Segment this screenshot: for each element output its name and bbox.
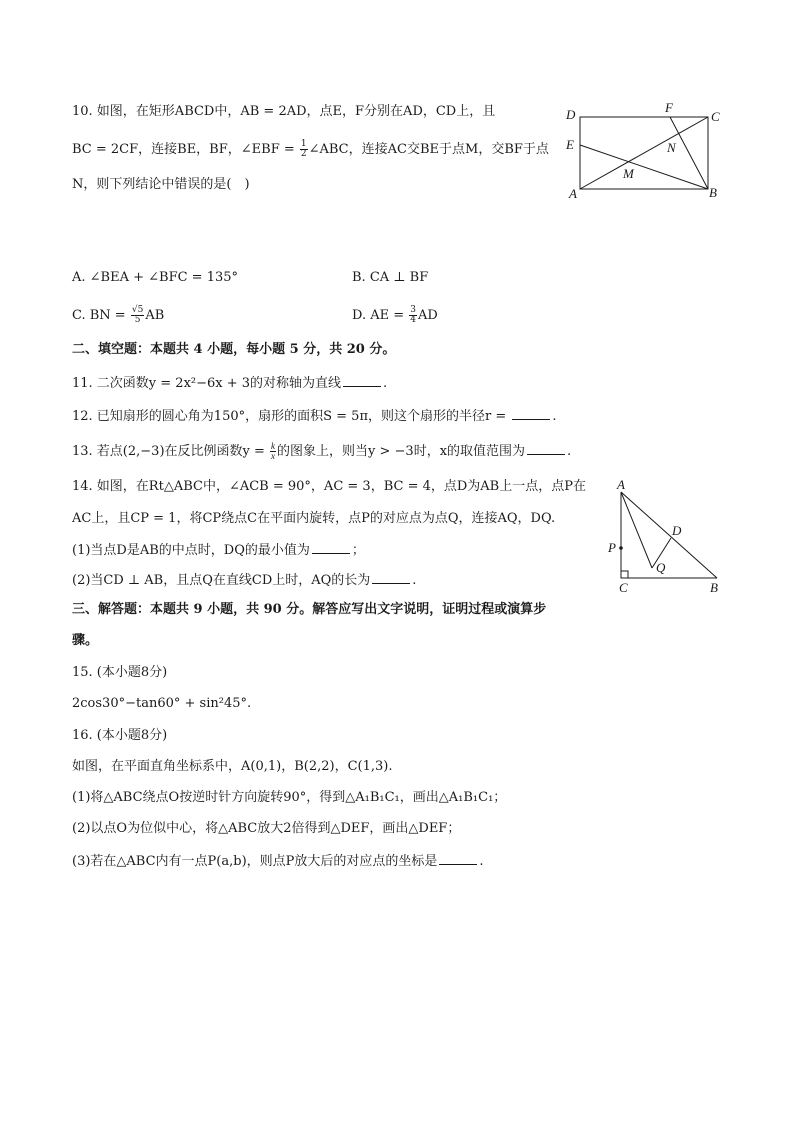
q11: 11. 二次函数y = 2x²−6x + 3的对称轴为直线 . [72,376,388,391]
q14-line2: AC上，且CP = 1，将CP绕点C在平面内旋转，点P的对应点为点Q，连接AQ，DQ. [72,511,556,526]
fig14-label-c: C [619,580,628,595]
q10-option-a: A. ∠BEA + ∠BFC = 135° [72,270,239,285]
fig10-label-f: F [665,100,673,115]
fig14-label-a: A [617,478,625,492]
answer-blank[interactable] [343,374,381,387]
q10-option-d: D. AE = $\frac{3}{4}$ AD [352,305,438,325]
q16-line2: (1)将△ABC绕点O按逆时针方向旋转90°，得到△A₁B₁C₁，画出△A₁B₁C₁； [72,790,507,805]
q15-expression: 2cos30°−tan60° + sin²45°. [72,696,252,711]
q16-line1: 如图，在平面直角坐标系中，A(0,1)，B(2,2)，C(1,3). [72,759,393,774]
q10-option-c: C. BN = $\frac{√5}{5}$ AB [72,305,165,325]
answer-blank[interactable] [512,407,550,420]
fig10-label-a: A [569,186,577,201]
fraction-one-half: $\frac{1}{2}$ [300,139,307,159]
q15-title: 15. (本小题8分) [72,665,168,680]
fig14-label-q: Q [656,560,666,575]
fig14-label-p: P [608,540,616,555]
fraction-three-quarters: $\frac{3}{4}$ [410,305,417,325]
q16-title: 16. (本小题8分) [72,728,168,743]
answer-blank[interactable] [372,571,410,584]
answer-blank[interactable] [527,442,565,455]
q13: 13. 若点(2,−3)在反比例函数y = $\frac{k}{x}$ 的图象上，则当y > −3时，x的取值范围为 . [72,441,572,461]
fig10-label-b: B [709,185,717,200]
triangle-figure [600,478,730,598]
fig10-label-e: E [566,137,574,152]
right-angle-mark [621,571,628,578]
q16-line3: (2)以点O为位似中心，将△ABC放大2倍得到△DEF，画出△DEF； [72,821,461,836]
q10-line2: BC = 2CF，连接BE，BF，∠EBF = $\frac{1}{2}$ ∠ABC，连接AC交BE于点M，交BF于点 [72,139,549,159]
answer-blank[interactable] [312,541,350,554]
q14-sub2: (2)当CD ⊥ AB，且点Q在直线CD上时，AQ的长为 . [72,573,417,588]
point-p [619,546,623,550]
segment-ab [621,492,717,578]
q10-line3: N，则下列结论中错误的是( ) [72,177,250,192]
fraction-sqrt5-over-5: $\frac{√5}{5}$ [131,305,144,325]
fig14-label-d: D [672,523,682,538]
section2-heading: 二、填空题：本题共 4 小题，每小题 5 分，共 20 分。 [72,342,396,357]
q10-option-b: B. CA ⊥ BF [352,270,429,285]
fig14-label-b: B [710,580,718,595]
fig10-label-n: N [667,140,676,155]
fig10-label-c: C [711,109,720,124]
section3-heading-line1: 三、解答题：本题共 9 小题，共 90 分。解答应写出文字说明，证明过程或演算步 [72,602,547,617]
q12: 12. 已知扇形的圆心角为150°，扇形的面积S = 5π，则这个扇形的半径r = . [72,409,557,424]
rectangle-figure [560,100,730,205]
section3-heading-line2: 骤。 [72,633,99,648]
fig10-label-d: D [566,107,576,122]
q10-line1: 10. 如图，在矩形ABCD中，AB = 2AD，点E，F分别在AD，CD上，且 [72,104,496,119]
q14-line1: 14. 如图，在Rt△ABC中，∠ACB = 90°，AC = 3，BC = 4，点D为AB上一点，点P在 [72,479,586,494]
answer-blank[interactable] [439,852,477,865]
q16-line4: (3)若在△ABC内有一点P(a,b)，则点P放大后的对应点的坐标是 . [72,854,484,869]
segment-aq [621,492,652,568]
q14-sub1: (1)当点D是AB的中点时，DQ的最小值为 ； [72,543,365,558]
fraction-k-over-x: $\frac{k}{x}$ [271,441,276,461]
fig10-label-m: M [623,166,634,181]
